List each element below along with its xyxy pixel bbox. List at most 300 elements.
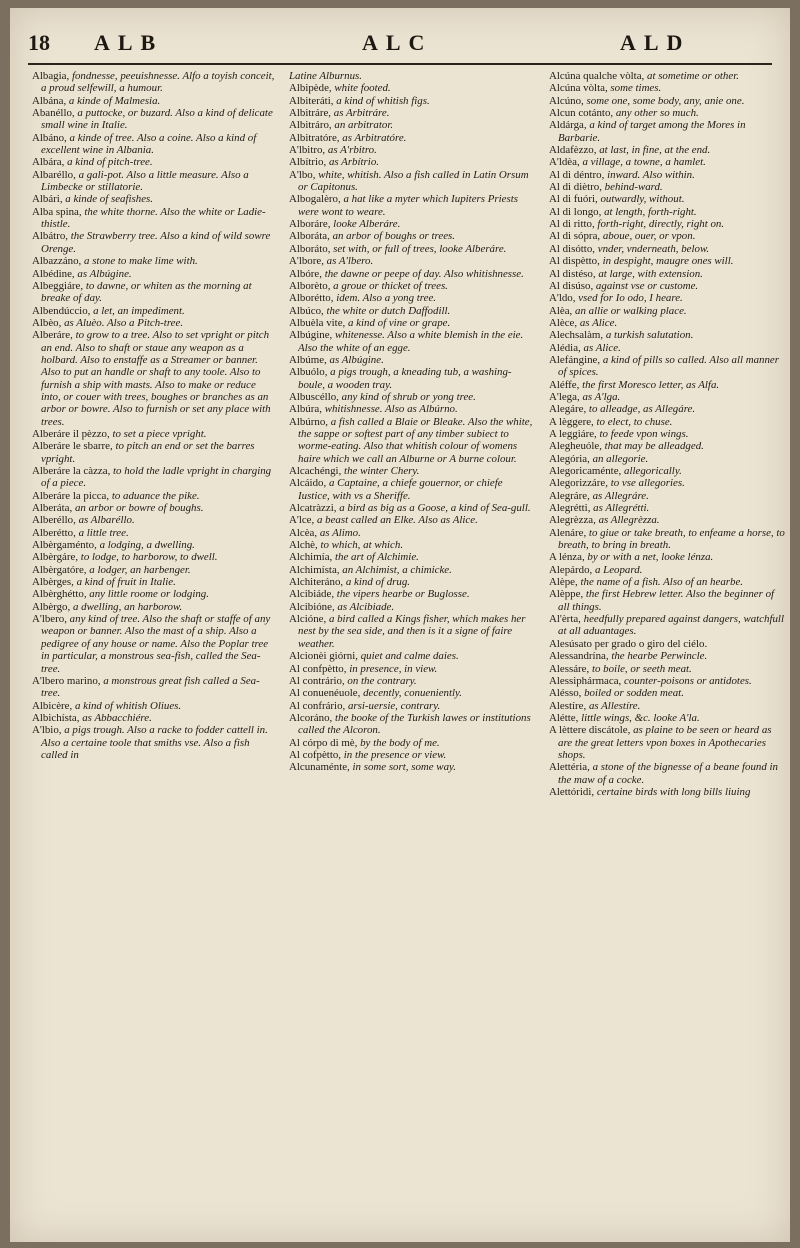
dictionary-entry xyxy=(289,403,537,415)
definition: quiet and calme daies. xyxy=(360,650,459,663)
definition: to hold the ladle vpright in charging of a piece. xyxy=(41,465,272,490)
headword: Albèrghétto, xyxy=(32,588,87,601)
definition: outwardly, without. xyxy=(600,193,685,206)
definition: a dwelling, an harborow. xyxy=(72,600,183,613)
dictionary-entry xyxy=(32,280,277,305)
definition: to grow to a tree. Also to set vpright or pitch an end. Also to shaft or staue any weapon as a holbard. Also to enstaffe as a Streamer or banner. Also to put an handle or shaft to any toole. Also to furnish a ship with masts. Also to make or reduce into, or couer with trees, boughes or branches as an arbor or bowre. Also to furnish or set any place with trees. xyxy=(41,329,271,428)
headword: Alesúsato per grado o giro del ciélo. xyxy=(549,637,708,650)
dictionary-entry xyxy=(549,613,788,638)
headword: Alessandrína, xyxy=(549,650,609,663)
headword: Alchiteráno, xyxy=(289,576,344,589)
dictionary-entry xyxy=(32,440,277,465)
headword: Alepárdo, xyxy=(549,563,593,576)
dictionary-entry xyxy=(289,576,537,588)
headword: Albúgine, xyxy=(289,329,333,342)
dictionary-entry xyxy=(549,119,788,144)
dictionary-entry xyxy=(549,786,788,798)
definition: as Allegráre. xyxy=(592,489,649,502)
headword: Alèa, xyxy=(549,304,573,317)
dictionary-entry xyxy=(549,465,788,477)
definition: to elect, to chuse. xyxy=(596,415,673,428)
definition: a kind of whitish figs. xyxy=(336,94,430,107)
dictionary-entry xyxy=(549,514,788,526)
definition: an Alchimist, a chimicke. xyxy=(342,563,452,576)
definition: a kind of fruit in Italie. xyxy=(76,576,176,589)
dictionary-entry xyxy=(549,761,788,786)
headword: Alédia, xyxy=(549,341,581,354)
headword: Alechsalàm, xyxy=(549,329,604,342)
headword: A'lbero marino, xyxy=(32,674,101,687)
definition: to dawne, or whiten as the morning at breake of day. xyxy=(41,279,252,305)
dictionary-entry xyxy=(549,453,788,465)
dictionary-entry xyxy=(32,206,277,231)
dictionary-entry xyxy=(289,551,537,563)
definition: an allegorie. xyxy=(592,452,649,465)
dictionary-entry xyxy=(549,440,788,452)
headword: Alenáre, xyxy=(549,526,587,539)
headword: Albèo, xyxy=(32,316,62,329)
headword: Alboráta, xyxy=(289,230,330,243)
definition: a hat like a myter which Iupiters Priests were wont to weare. xyxy=(298,193,518,218)
definition: as Alice. xyxy=(583,341,621,354)
headword: Alegáre, xyxy=(549,403,587,416)
dictionary-entry xyxy=(32,551,277,563)
dictionary-entry xyxy=(289,564,537,576)
dictionary-entry xyxy=(549,144,788,156)
definition: arsi-uersie, contrary. xyxy=(347,699,441,712)
definition: certaine birds with long bills liuing xyxy=(596,785,751,798)
dictionary-entry xyxy=(549,317,788,329)
headword: Alborèto, xyxy=(289,279,331,292)
dictionary-entry xyxy=(289,218,537,230)
headword: Al di ritto, xyxy=(549,218,595,231)
headword: Albitráro, xyxy=(289,119,332,132)
dictionary-entry xyxy=(32,675,277,700)
definition: as Albúgine. xyxy=(77,267,132,280)
page-number: 18 xyxy=(28,30,50,55)
definition: idem. Also a yong tree. xyxy=(336,292,437,305)
definition: a turkish salutation. xyxy=(605,329,694,342)
definition: a kind of pills so called. Also all manner of spices. xyxy=(558,353,780,379)
headword: Alchè, xyxy=(289,539,318,552)
definition: to which, at which. xyxy=(320,539,404,552)
definition: that may be alleadged. xyxy=(604,440,704,453)
headword: Alborétto, xyxy=(289,292,334,305)
dictionary-entry xyxy=(549,502,788,514)
headword: Alèce, xyxy=(549,316,578,329)
dictionary-entry xyxy=(32,428,277,440)
headword: Alessáre, xyxy=(549,662,590,675)
definition: as Arbitráre. xyxy=(333,107,390,120)
definition: counter-poisons or antidotes. xyxy=(624,674,752,687)
dictionary-entry xyxy=(289,391,537,403)
headword: Albèrges, xyxy=(32,576,74,589)
dictionary-entry xyxy=(289,514,537,526)
dictionary-entry xyxy=(32,724,277,761)
definition: a lodger, an harbenger. xyxy=(89,563,191,576)
definition: a groue or thicket of trees. xyxy=(333,279,448,292)
dictionary-entry xyxy=(289,243,537,255)
headword: Alétte, xyxy=(549,711,579,724)
dictionary-entry xyxy=(549,490,788,502)
headword: Alestíre, xyxy=(549,699,587,712)
dictionary-entry xyxy=(32,613,277,675)
definition: the hearbe Perwincle. xyxy=(611,650,708,663)
headword: Alettóridi, xyxy=(549,785,595,798)
dictionary-entry xyxy=(549,564,788,576)
headword: Alésso, xyxy=(549,687,582,700)
dictionary-entry xyxy=(32,502,277,514)
headword: Aldafèzzo, xyxy=(549,144,597,157)
headword: Aléffe, xyxy=(549,378,580,391)
headword: Alegráre, xyxy=(549,489,590,502)
headword: Albitráre, xyxy=(289,107,332,120)
definition: at sometime or other. xyxy=(647,70,739,82)
definition: a monstrous great fish called a Sea-tree. xyxy=(41,674,260,700)
headword: Alefángine, xyxy=(549,353,601,366)
headword: Albóre, xyxy=(289,267,322,280)
dictionary-entry xyxy=(289,329,537,354)
dictionary-entry xyxy=(289,737,537,749)
dictionary-entry xyxy=(549,379,788,391)
headword: Alegória, xyxy=(549,452,590,465)
headword: Al confpètto, xyxy=(289,662,347,675)
definition: to set a piece vpright. xyxy=(112,427,207,440)
column-right xyxy=(549,70,788,1222)
headword: A lèttere discátole, xyxy=(549,724,631,737)
dictionary-entry xyxy=(32,305,277,317)
headword: Alcúna vòlta, xyxy=(549,82,608,95)
headword: Alèppe, xyxy=(549,588,584,601)
dictionary-entry xyxy=(289,650,537,662)
definition: on the contrary. xyxy=(347,674,417,687)
headword: Albúco, xyxy=(289,304,324,317)
definition: as A'lbero. xyxy=(326,255,374,268)
column-middle xyxy=(289,70,537,1222)
headword: Al cofpètto, xyxy=(289,748,342,761)
headword: A'lbore, xyxy=(289,255,324,268)
headword: Albagia, xyxy=(32,70,70,82)
definition: against vse or custome. xyxy=(595,279,699,292)
definition: a pigs trough, a kneading tub, a washing-boule, a wooden tray. xyxy=(298,366,512,391)
definition: to vse allegories. xyxy=(610,477,685,490)
definition: at length, forth-right. xyxy=(604,205,697,218)
headword: Al di fuóri, xyxy=(549,193,598,206)
definition: heedfully prepared against dangers, watchfull at all aduantages. xyxy=(558,613,784,638)
dictionary-entry xyxy=(32,255,277,267)
definition: forth-right, directly, right on. xyxy=(597,218,725,231)
dictionary-entry xyxy=(32,700,277,712)
dictionary-entry xyxy=(289,268,537,280)
headword: Al di déntro, xyxy=(549,168,605,181)
dictionary-entry xyxy=(549,280,788,292)
dictionary-entry xyxy=(289,761,537,773)
definition: a kind of whitish Oliues. xyxy=(74,699,182,712)
dictionary-entry xyxy=(289,156,537,168)
definition: to giue or take breath, to enfeame a horse, to breath, to bring in breath. xyxy=(558,526,785,552)
definition: a kinde of Malmesia. xyxy=(68,94,161,107)
definition: the Strawberry tree. Also a kind of wild sowre Orenge. xyxy=(41,230,271,255)
headword: Albána, xyxy=(32,94,67,107)
headword: Alba spina, xyxy=(32,205,82,218)
headword: Alcúna qualche vòlta, xyxy=(549,70,645,82)
headword: Al'èrta, xyxy=(549,613,581,626)
headword: Albátro, xyxy=(32,230,68,243)
definition: at last, in fine, at the end. xyxy=(599,144,711,157)
dictionary-entry xyxy=(549,82,788,94)
dictionary-entry xyxy=(289,144,537,156)
dictionary-entry xyxy=(32,465,277,490)
definition: a Leopard. xyxy=(594,563,643,576)
headword: Albári, xyxy=(32,193,63,206)
headword: Aldárga, xyxy=(549,119,587,132)
dictionary-entry xyxy=(289,601,537,613)
definition: looke Alberáre. xyxy=(333,218,401,231)
headword: Albáno, xyxy=(32,131,67,144)
definition: a village, a towne, a hamlet. xyxy=(582,156,706,169)
dictionary-entry xyxy=(549,193,788,205)
definition: a kind of pitch-tree. xyxy=(67,156,153,169)
dictionary-entry xyxy=(32,193,277,205)
definition: in the presence or view. xyxy=(343,748,447,761)
headword: Alcèa, xyxy=(289,526,318,539)
definition: as A'lga. xyxy=(582,390,621,403)
dictionary-entry xyxy=(549,305,788,317)
headword: Alberáre la càzza, xyxy=(32,465,111,477)
headword: A leggiáre, xyxy=(549,427,597,440)
dictionary-entry xyxy=(549,255,788,267)
headword: Albendúccio, xyxy=(32,304,91,317)
definition: a little tree. xyxy=(78,526,129,539)
headword: A'lbero, xyxy=(32,613,67,626)
dictionary-entry xyxy=(289,317,537,329)
definition: a pigs trough. Also a racke to fodder cattell in. Also a certaine toole that smiths vse. Also a fish called in xyxy=(41,724,268,761)
dictionary-entry xyxy=(32,527,277,539)
headword: Al disótto, xyxy=(549,242,595,255)
definition: an arbitrator. xyxy=(334,119,394,132)
dictionary-entry xyxy=(289,107,537,119)
definition: a lodging, a dwelling. xyxy=(99,539,195,552)
headword: Alessiphármaca, xyxy=(549,674,622,687)
headword: Alberáre la picca, xyxy=(32,489,110,502)
definition: as Allegrèzza. xyxy=(598,514,660,527)
dictionary-entry xyxy=(32,539,277,551)
dictionary-entry xyxy=(289,465,537,477)
definition: as Arbitratóre. xyxy=(342,131,407,144)
headword: Alcionèi giórni, xyxy=(289,650,358,663)
headword: Al di sópra, xyxy=(549,230,601,243)
headword: Al di longo, xyxy=(549,205,602,218)
headword: Alegrèzza, xyxy=(549,514,596,527)
definition: an arbor or bowre of boughs. xyxy=(74,502,204,515)
dictionary-entry xyxy=(549,292,788,304)
dictionary-entry xyxy=(289,70,537,82)
dictionary-entry xyxy=(289,82,537,94)
headword: Albèrgaménto, xyxy=(32,539,97,552)
headword: A'ldo, xyxy=(549,292,576,305)
definition: a kinde of tree. Also a coine. Also a kind of excellent wine in Albania. xyxy=(41,131,257,157)
definition: any other so much. xyxy=(615,107,699,120)
definition: as Abbacchiére. xyxy=(82,711,152,724)
definition: vnder, vnderneath, below. xyxy=(597,242,710,255)
dictionary-entry xyxy=(32,70,277,95)
definition: the white or dutch Daffodill. xyxy=(326,304,451,317)
text-columns xyxy=(32,70,785,1222)
headword: Alèpe, xyxy=(549,576,578,589)
headword: Albazzáno, xyxy=(32,255,82,268)
dictionary-entry xyxy=(549,206,788,218)
headword: Alberéllo, xyxy=(32,514,76,527)
dictionary-entry xyxy=(549,218,788,230)
dictionary-entry xyxy=(32,317,277,329)
definition: as A'rbitro. xyxy=(327,144,377,157)
dictionary-entry xyxy=(549,477,788,489)
headword: Albichísta, xyxy=(32,711,80,724)
definition: in presence, in view. xyxy=(349,662,438,675)
definition: to feede vpon wings. xyxy=(599,427,689,440)
dictionary-entry xyxy=(549,70,788,82)
definition: the first Hebrew letter. Also the beginner of all things. xyxy=(558,588,775,613)
dictionary-entry xyxy=(32,329,277,428)
definition: a bird called a Kings fisher, which makes her nest by the sea side, and then is it a signe of faire weather. xyxy=(298,613,526,650)
definition: as Allestíre. xyxy=(588,699,641,712)
definition: some times. xyxy=(610,82,662,95)
definition: to alleadge, as Allegáre. xyxy=(588,403,696,416)
definition: by or with a net, looke lénza. xyxy=(587,551,714,564)
column-left xyxy=(32,70,277,1222)
definition: a kind of target among the Mores in Barbarie. xyxy=(558,119,746,144)
dictionary-entry xyxy=(289,255,537,267)
dictionary-entry xyxy=(549,230,788,242)
definition: a stone of the bignesse of a beane found in the maw of a cocke. xyxy=(558,761,778,786)
headword: Al confrário, xyxy=(289,699,346,712)
running-header xyxy=(24,30,776,58)
dictionary-page xyxy=(10,8,790,1242)
headword: Albipède, xyxy=(289,82,332,95)
definition: as Allegrétti. xyxy=(593,502,650,515)
definition: at large, with extension. xyxy=(598,267,703,280)
dictionary-entry xyxy=(32,107,277,132)
headword: Albédine, xyxy=(32,267,75,280)
definition: a let, an impediment. xyxy=(93,304,185,317)
headword: Al dispètto, xyxy=(549,255,600,268)
dictionary-entry xyxy=(549,638,788,650)
dictionary-entry xyxy=(549,687,788,699)
dictionary-entry xyxy=(289,749,537,761)
dictionary-entry xyxy=(289,588,537,600)
definition: a puttocke, or buzard. Also a kind of delicate small wine in Italie. xyxy=(41,107,273,132)
dictionary-entry xyxy=(549,416,788,428)
headword: Alcáido, xyxy=(289,477,327,490)
dictionary-entry xyxy=(549,663,788,675)
headword: Alberétto, xyxy=(32,526,76,539)
definition: a kind of drug. xyxy=(345,576,411,589)
definition: a beast called an Elke. Also as Alice. xyxy=(316,514,478,527)
headword: Albicère, xyxy=(32,699,73,712)
dictionary-entry xyxy=(549,712,788,724)
dictionary-entry xyxy=(289,502,537,514)
dictionary-entry xyxy=(549,95,788,107)
definition: aboue, ouer, or vpon. xyxy=(602,230,696,243)
headword: Albèrgo, xyxy=(32,600,71,613)
headword: Albogalèro, xyxy=(289,193,341,206)
dictionary-entry xyxy=(32,514,277,526)
header-word-right: ALD xyxy=(620,30,691,55)
definition: white, whitish. Also a fish called in Latin Orsum or Capitonus. xyxy=(298,168,529,194)
definition: as Alcibiade. xyxy=(337,600,395,613)
headword: Alcibióne, xyxy=(289,600,335,613)
definition: boiled or sodden meat. xyxy=(584,687,684,700)
definition: as Alimo. xyxy=(319,526,361,539)
definition: a gali-pot. Also a little measure. Also a Limbecke or stillatorie. xyxy=(41,168,249,194)
headword: Albitratóre, xyxy=(289,131,340,144)
definition: Latine Alburnus. xyxy=(289,70,363,82)
dictionary-entry xyxy=(289,305,537,317)
dictionary-entry xyxy=(549,342,788,354)
headword: Alcunaménte, xyxy=(289,761,350,774)
definition: inward. Also within. xyxy=(607,168,695,181)
dictionary-entry xyxy=(549,675,788,687)
definition: to lodge, to harborow, to dwell. xyxy=(80,551,218,564)
dictionary-entry xyxy=(549,268,788,280)
definition: as Albúgine. xyxy=(329,353,384,366)
dictionary-entry xyxy=(32,490,277,502)
headword: Abanéllo, xyxy=(32,107,75,120)
dictionary-entry xyxy=(549,169,788,181)
dictionary-entry xyxy=(549,403,788,415)
dictionary-entry xyxy=(289,132,537,144)
dictionary-entry xyxy=(32,169,277,194)
definition: the vipers hearbe or Buglosse. xyxy=(336,588,470,601)
definition: allegorically. xyxy=(624,465,682,477)
definition: in despight, maugre ones will. xyxy=(602,255,734,268)
definition: in some sort, some way. xyxy=(352,761,456,774)
headword: Alchimía, xyxy=(289,551,333,564)
definition: as Albaréllo. xyxy=(78,514,135,527)
dictionary-entry xyxy=(549,354,788,379)
definition: a bird as big as a Goose, a kind of Sea-gull. xyxy=(339,502,531,515)
headword: A'lbitro, xyxy=(289,144,326,157)
dictionary-entry xyxy=(32,712,277,724)
dictionary-entry xyxy=(289,292,537,304)
dictionary-entry xyxy=(32,230,277,255)
dictionary-entry xyxy=(549,576,788,588)
dictionary-entry xyxy=(549,700,788,712)
headword: Alegorizzáre, xyxy=(549,477,608,490)
header-word-center: ALC xyxy=(362,30,433,55)
headword: Alcachéngi, xyxy=(289,465,342,477)
definition: white footed. xyxy=(334,82,391,95)
headword: A lénza, xyxy=(549,551,585,564)
dictionary-entry xyxy=(32,132,277,157)
definition: an arbor of boughs or trees. xyxy=(332,230,455,243)
dictionary-entry xyxy=(289,193,537,218)
headword: A lèggere, xyxy=(549,415,594,428)
definition: vsed for Io odo, I heare. xyxy=(578,292,683,305)
headword: Albítrio, xyxy=(289,156,327,169)
dictionary-entry xyxy=(32,588,277,600)
headword: Alcióne, xyxy=(289,613,327,626)
dictionary-entry xyxy=(289,280,537,292)
definition: the art of Alchimie. xyxy=(334,551,419,564)
headword: A'lce, xyxy=(289,514,315,527)
dictionary-entry xyxy=(32,95,277,107)
definition: as Alice. xyxy=(579,316,618,329)
headword: Albuèla vite, xyxy=(289,316,346,329)
headword: Alcun cotánto, xyxy=(549,107,614,120)
headword: Alettéria, xyxy=(549,761,590,774)
headword: Albúme, xyxy=(289,353,327,366)
